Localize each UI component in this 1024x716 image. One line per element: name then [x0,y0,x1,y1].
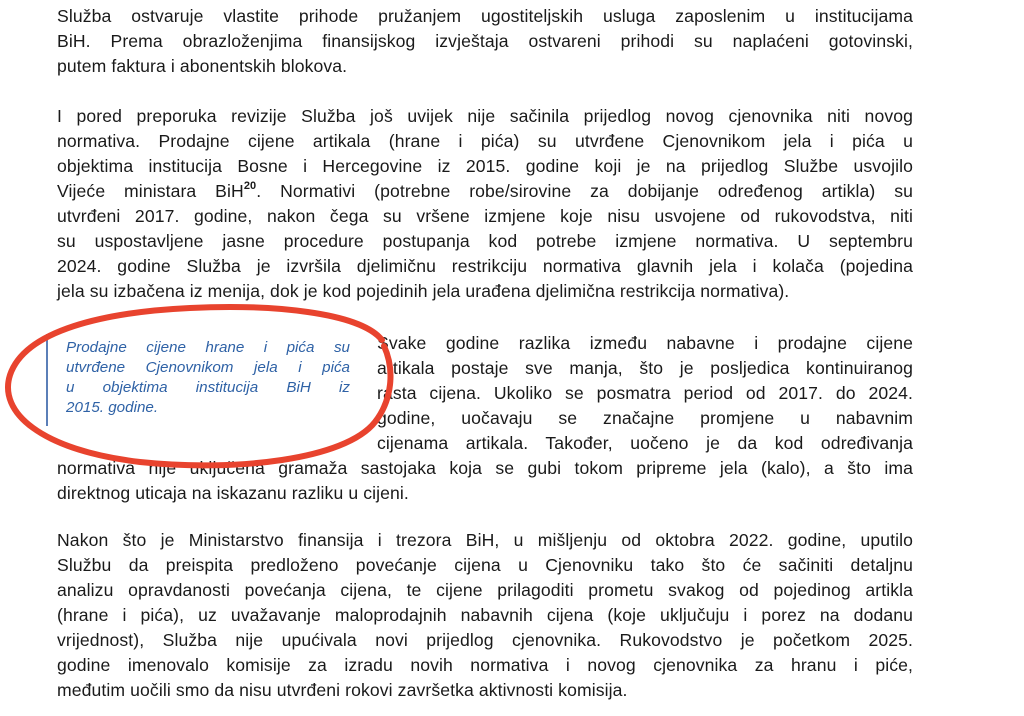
text-line: rasta cijena. Ukoliko se posmatra period od 2017. do 2024. [377,383,913,403]
text-line: međutim uočili smo da nisu utvrđeni rokovi završetka aktivnosti komisija. [57,680,628,700]
pull-quote-line: 2015. godine. [66,399,159,416]
pull-quote-line: Prodajne cijene hrane i pića su [66,339,350,356]
text-line: Svake godine razlika između nabavne i prodajne cijene [377,333,913,353]
text-line: godine, uočavaju se značajne promjene u nabavnim [377,408,913,428]
text-line: godine imenovalo komisije za izradu novih normativa i novog cjenovnika za hranu i piće, [57,655,913,675]
text-line: su uspostavljene jasne procedure postupanja kod potrebe izmjene normativa. U septembru [57,231,913,251]
text-line: analizu opravdanosti povećanja cijena, te cijene prilagoditi prometu svakog od pojedinog artikla [57,580,913,600]
pull-quote-callout [46,334,350,426]
pull-quote-text [66,334,350,418]
text-line: (hrane i pića), uz uvažavanje maloprodajnih nabavnih cijena (koje uključuju i porez na dodanu [57,605,913,625]
text-line: normativa. Prodajne cijene artikala (hrane i pića) su utvrđene Cjenovnikom jela i pića u [57,131,913,151]
footnote-reference[interactable]: 20 [243,180,257,192]
text-line: Služba ostvaruje vlastite prihode pružanjem ugostiteljskih usluga zaposlenim u institucijama [57,6,913,26]
text-line: putem faktura i abonentskih blokova. [57,56,348,76]
text-line: normativa nije uključena gramaža sastojaka koja se gubi tokom pripreme jela (kalo), a što ima [57,458,913,478]
text-segment: Vijeće ministara BiH [57,181,244,201]
paragraph-ministry-opinion [57,528,913,703]
pull-quote-line: u objektima institucija BiH iz [66,379,350,396]
text-line: Nakon što je Ministarstvo finansija i trezora BiH, u mišljenju od oktobra 2022. godine, uputilo [57,530,913,550]
text-segment: . Normativi (potrebne robe/sirovine za dobijanje određenog artikla) su [256,181,913,201]
text-line: jela su izbačena iz menija, dok je kod pojedinih jela urađena djelimična restrikcija normativa). [57,281,790,301]
text-line: vrijednost), Služba nije upućivala novi prijedlog cjenovnika. Rukovodstvo je početkom 2025. [57,630,913,650]
text-line: 2024. godine Služba je izvršila djelimičnu restrikciju normativa glavnih jela i kolača (pojedina [57,256,913,276]
text-line: I pored preporuka revizije Služba još uvijek nije sačinila prijedlog novog cjenovnika niti novog [57,106,913,126]
text-line: cijenama artikala. Također, uočeno je da kod određivanja [377,433,913,453]
text-line: objektima institucija Bosne i Hercegovine iz 2015. godine koji je na prijedlog Službe usvojilo [57,156,913,176]
text-line: utvrđeni 2017. godine, nakon čega su vršene izmjene koje nisu usvojene od rukovodstva, niti [57,206,913,226]
text-line-with-footnote [57,179,913,204]
text-line: BiH. Prema obrazloženjima finansijskog izvještaja ostvareni prihodi su naplaćeni gotovinski, [57,31,913,51]
pull-quote-line: utvrđene Cjenovnikom jela i pića [66,359,350,376]
paragraph-revenue [57,4,913,79]
text-line: Službu da preispita predloženo povećanje cijena u Cjenovniku tako što će sačiniti detaljnu [57,555,913,575]
paragraph-audit-recommendations [57,104,913,304]
text-line: artikala postaje sve manja, što je posljedica kontinuiranog [377,358,913,378]
text-line: direktnog uticaja na iskazanu razliku u cijeni. [57,483,409,503]
